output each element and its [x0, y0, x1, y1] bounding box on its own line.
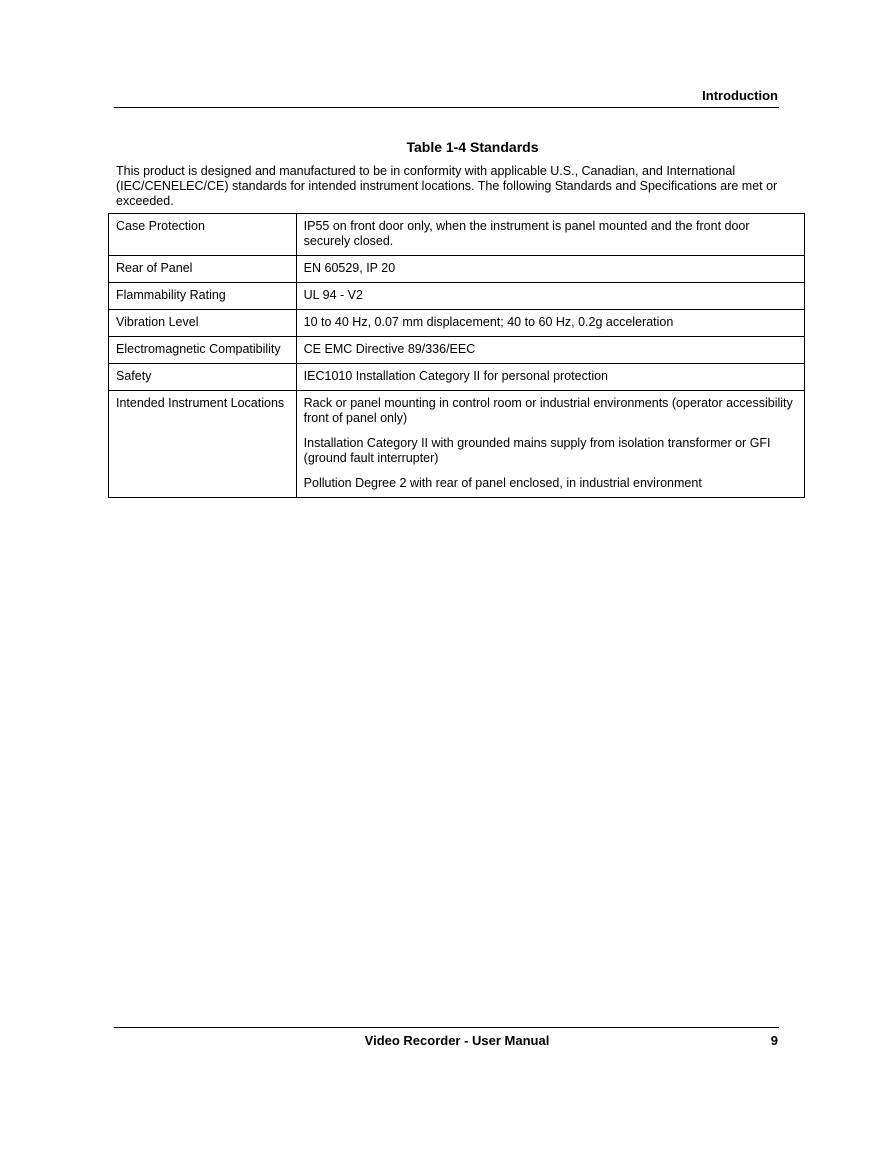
standard-value-text: 10 to 40 Hz, 0.07 mm displacement; 40 to 60 Hz, 0.2g acceleration: [303, 315, 674, 329]
table-row: [109, 310, 805, 337]
standard-value: [296, 364, 804, 391]
standard-label: Electromagnetic Compatibility: [109, 337, 297, 364]
standard-value-text: EN 60529, IP 20: [303, 261, 396, 275]
table-row: [109, 256, 805, 283]
standard-value-text: UL 94 - V2: [303, 288, 363, 302]
page-number: 9: [770, 1033, 778, 1048]
standard-value-text: IP55 on front door only, when the instrument is panel mounted and the front door securely closed.: [303, 219, 750, 248]
table-row: [109, 214, 805, 256]
standard-value: [296, 214, 804, 256]
standard-value: [296, 256, 804, 283]
header-rule: [114, 107, 779, 108]
table-title: Table 1-4 Standards: [406, 139, 539, 155]
standard-value: [296, 337, 804, 364]
standard-label: Case Protection: [109, 214, 297, 256]
standard-label: Safety: [109, 364, 297, 391]
standard-label: Flammability Rating: [109, 283, 297, 310]
standard-value-text: Rack or panel mounting in control room or industrial environments (operator accessibility front of panel only): [303, 396, 793, 425]
table-row: [109, 364, 805, 391]
standard-value-text: CE EMC Directive 89/336/EEC: [303, 342, 476, 356]
table-row: [109, 283, 805, 310]
standard-label: Vibration Level: [109, 310, 297, 337]
table-row: [109, 337, 805, 364]
standard-value-text: Pollution Degree 2 with rear of panel enclosed, in industrial environment: [303, 476, 702, 490]
standard-label: Rear of Panel: [109, 256, 297, 283]
standard-value-text: IEC1010 Installation Category II for personal protection: [303, 369, 608, 383]
standard-value: [296, 283, 804, 310]
standard-value: [296, 310, 804, 337]
footer-title: Video Recorder - User Manual: [364, 1033, 550, 1048]
standard-value: [296, 391, 804, 498]
standard-label: Intended Instrument Locations: [109, 391, 297, 498]
footer-rule: [114, 1027, 779, 1028]
table-row: [109, 391, 805, 498]
standard-value-text: Installation Category II with grounded mains supply from isolation transformer or GFI (ground fault interrupter): [303, 436, 771, 465]
intro-paragraph: This product is designed and manufactured to be in conformity with applicable U.S., Canadian, and International (IEC/CENELEC/CE) standards for intended instrument locations. The following Standards and Specifications are met or exceeded.: [116, 164, 778, 208]
standards-table: [108, 213, 805, 498]
section-label: Introduction: [702, 88, 778, 103]
